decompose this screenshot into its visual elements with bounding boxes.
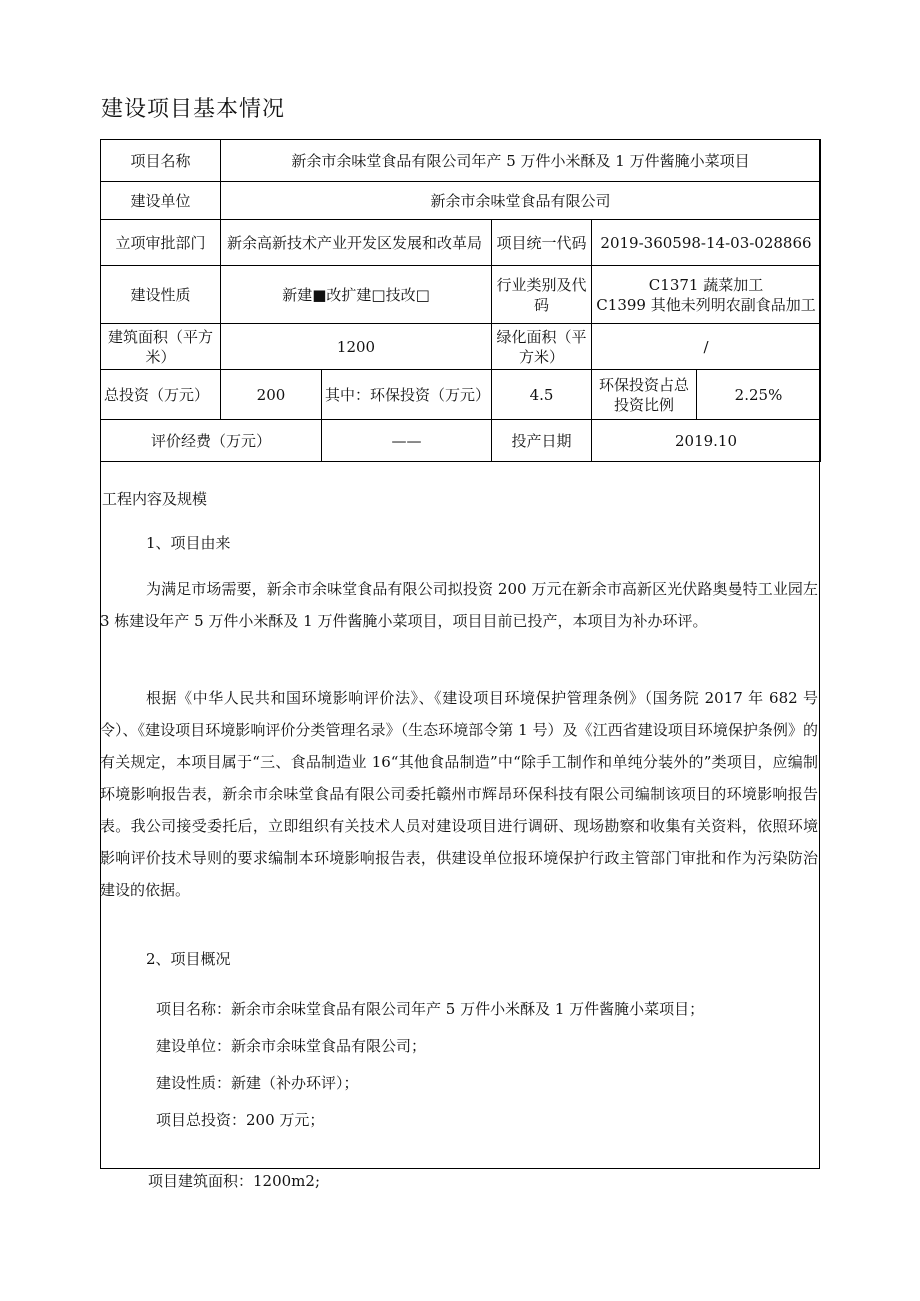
green-value: /: [592, 324, 821, 370]
industry-value: [592, 266, 821, 324]
subsection-title-origin: 1、项目由来: [146, 534, 231, 552]
green-label: 绿化面积（平方米）: [492, 324, 592, 370]
overview-line: 项目总投资：200 万元；: [156, 1111, 325, 1129]
overview-line: 建设单位：新余市余味堂食品有限公司；: [156, 1037, 427, 1055]
builder-value: 新余市余味堂食品有限公司: [221, 182, 821, 220]
fee-value: ——: [322, 420, 492, 462]
nature-label: 建设性质: [101, 266, 221, 324]
code-value: 2019-360598-14-03-028866: [592, 220, 821, 266]
ratio-label: 环保投资占总投资比例: [592, 370, 697, 420]
date-value: 2019.10: [592, 420, 821, 462]
industry-value-line-1: C1371 蔬菜加工: [648, 275, 764, 294]
overview-line-area: 项目建筑面积：1200m2;: [148, 1172, 320, 1190]
invest-value: 200: [221, 370, 322, 420]
project-info-table: [100, 139, 821, 462]
table-row: [101, 182, 821, 220]
table-row: [101, 220, 821, 266]
env-invest-label: 其中：环保投资（万元）: [322, 370, 492, 420]
paragraph-origin: 为满足市场需要，新余市余味堂食品有限公司拟投资 200 万元在新余市高新区光伏路奥曼特工业园左 3 栋建设年产 5 万件小米酥及 1 万件酱腌小菜项目，项目目前已投产，本项目为补办环评。: [100, 580, 818, 630]
industry-value-line-2: C1399 其他未列明农副食品加工: [596, 295, 816, 314]
approval-label: 立项审批部门: [101, 220, 221, 266]
approval-value: 新余高新技术产业开发区发展和改革局: [221, 220, 492, 266]
area-label: 建筑面积（平方米）: [101, 324, 221, 370]
project-name-value: 新余市余味堂食品有限公司年产 5 万件小米酥及 1 万件酱腌小菜项目: [221, 140, 821, 182]
overview-line: 项目名称：新余市余味堂食品有限公司年产 5 万件小米酥及 1 万件酱腌小菜项目；: [156, 1000, 705, 1018]
fee-label: 评价经费（万元）: [101, 420, 322, 462]
table-row: [101, 140, 821, 182]
subsection-title-overview: 2、项目概况: [146, 950, 231, 968]
industry-label: 行业类别及代码: [492, 266, 592, 324]
env-invest-value: 4.5: [492, 370, 592, 420]
paragraph-basis: 根据《中华人民共和国环境影响评价法》、《建设项目环境保护管理条例》（国务院 2017 年 682 号令）、《建设项目环境影响评价分类管理名录》（生态环境部令第 1 号）及《江西省建设项目环境保护条例》的有关规定，本项目属于“三、食品制造业 16“其他食品制造”中“除手工制作和单纯分装外的”类项目，应编制环境影响报告表，新余市余味堂食品有限公司委托赣州市辉昂环保科技有限公司编制该项目的环境影响报告表。我公司接受委托后，立即组织有关技术人员对建设项目进行调研、现场勘察和收集有关资料，依照环境影响评价技术导则的要求编制本环境影响报告表，供建设单位报环境保护行政主管部门审批和作为污染防治建设的依据。: [100, 689, 818, 899]
invest-label: 总投资（万元）: [101, 370, 221, 420]
area-value: 1200: [221, 324, 492, 370]
table-row: [101, 370, 821, 420]
builder-label: 建设单位: [101, 182, 221, 220]
nature-value: 新建■改扩建□技改□: [221, 266, 492, 324]
date-label: 投产日期: [492, 420, 592, 462]
project-name-label: 项目名称: [101, 140, 221, 182]
overview-line: 建设性质：新建（补办环评）；: [156, 1074, 359, 1092]
section-title: 工程内容及规模: [102, 490, 208, 508]
table-row: [101, 420, 821, 462]
code-label: 项目统一代码: [492, 220, 592, 266]
ratio-value: 2.25%: [697, 370, 821, 420]
table-row: [101, 266, 821, 324]
page-title: 建设项目基本情况: [101, 97, 286, 122]
table-row: [101, 324, 821, 370]
